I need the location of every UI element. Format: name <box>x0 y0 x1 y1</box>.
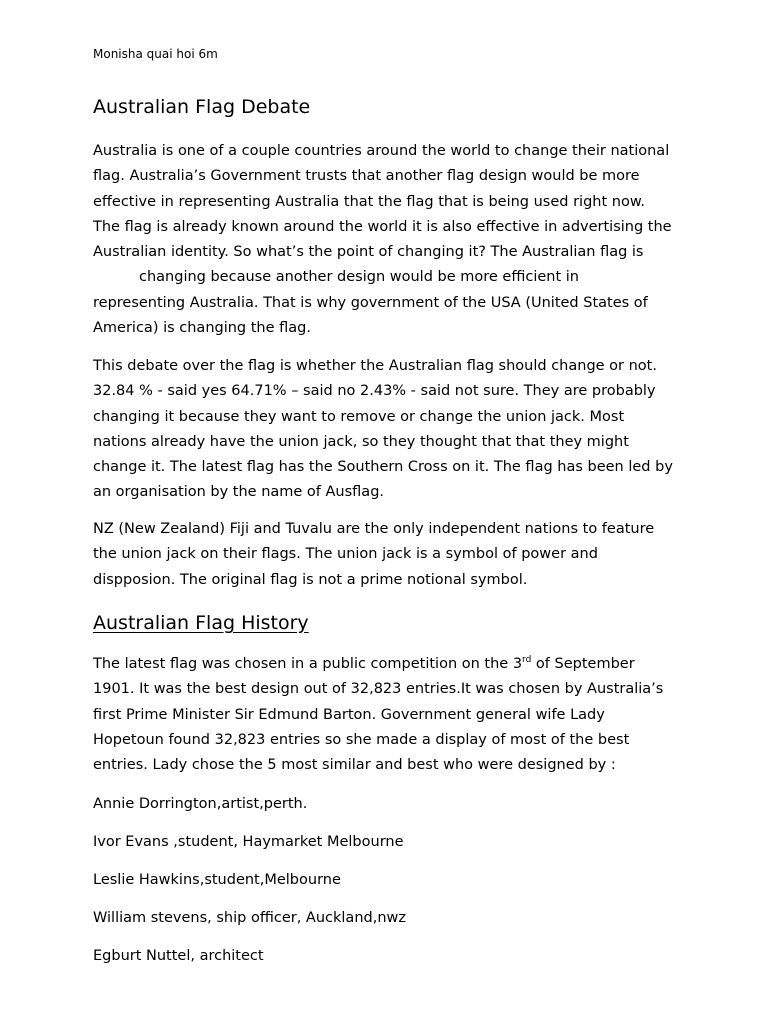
text-line: Australian identity. So what’s the point of changing it? The Australian flag is <box>93 244 644 261</box>
text-line: nations already have the union jack, so they thought that that they might <box>93 433 629 450</box>
designer-item: Ivor Evans ,student, Haymarket Melbourne <box>93 834 404 850</box>
text-line <box>93 652 693 677</box>
text-line: changing it because they want to remove or change the union jack. Most <box>93 408 625 425</box>
designer-item: Leslie Hawkins,student,Melbourne <box>93 872 341 888</box>
text-fragment: of September <box>531 656 635 672</box>
text-line: an organisation by the name of Ausflag. <box>93 484 385 501</box>
designer-item: Egburt Nuttel, architect <box>93 948 264 964</box>
text-line: 1901. It was the best design out of 32,823 entries.It was chosen by Australia’s <box>93 681 664 698</box>
section-title-flag-debate: Australian Flag Debate <box>93 96 311 118</box>
designer-item: William stevens, ship officer, Auckland,nwz <box>93 910 406 926</box>
text-line: This debate over the flag is whether the Australian flag should change or not. <box>93 358 657 374</box>
text-line: America) is changing the flag. <box>93 320 311 337</box>
section-title-flag-history: Australian Flag History <box>93 612 309 634</box>
paragraph-union-jack <box>93 517 693 593</box>
text-line: the union jack on their flags. The union jack is a symbol of power and <box>93 546 598 563</box>
text-line: first Prime Minister Sir Edmund Barton. Government general wife Lady <box>93 706 605 723</box>
paragraph-debate-results <box>93 354 693 506</box>
text-line: 32.84 % - said yes 64.71% – said no 2.43% - said not sure. They are probably <box>93 383 656 400</box>
text-line: The flag is already known around the world it is also effective in advertising the <box>93 218 672 235</box>
ordinal-superscript: rd <box>522 655 532 665</box>
designer-item: Annie Dorrington,artist,perth. <box>93 796 308 812</box>
text-line: dispposion. The original flag is not a prime notional symbol. <box>93 571 528 588</box>
paragraph-flag-change <box>93 139 693 341</box>
text-line: NZ (New Zealand) Fiji and Tuvalu are the only independent nations to feature <box>93 521 655 537</box>
text-line: entries. Lady chose the 5 most similar and best who were designed by : <box>93 757 616 774</box>
author-line: Monisha quai hoi 6m <box>93 47 218 61</box>
text-fragment: The latest flag was chosen in a public competition on the 3 <box>93 656 523 672</box>
text-line: change it. The latest flag has the Southern Cross on it. The flag has been led by <box>93 459 673 476</box>
paragraph-flag-history <box>93 652 693 778</box>
text-line: flag. Australia’s Government trusts that another flag design would be more <box>93 168 640 185</box>
text-line: changing because another design would be more efficient in <box>139 269 579 286</box>
text-line: Australia is one of a couple countries around the world to change their national <box>93 143 670 159</box>
text-line: representing Australia. That is why government of the USA (United States of <box>93 294 648 311</box>
text-line: Hopetoun found 32,823 entries so she made a display of most of the best <box>93 731 630 748</box>
text-line: effective in representing Australia that the flag that is being used right now. <box>93 193 645 210</box>
